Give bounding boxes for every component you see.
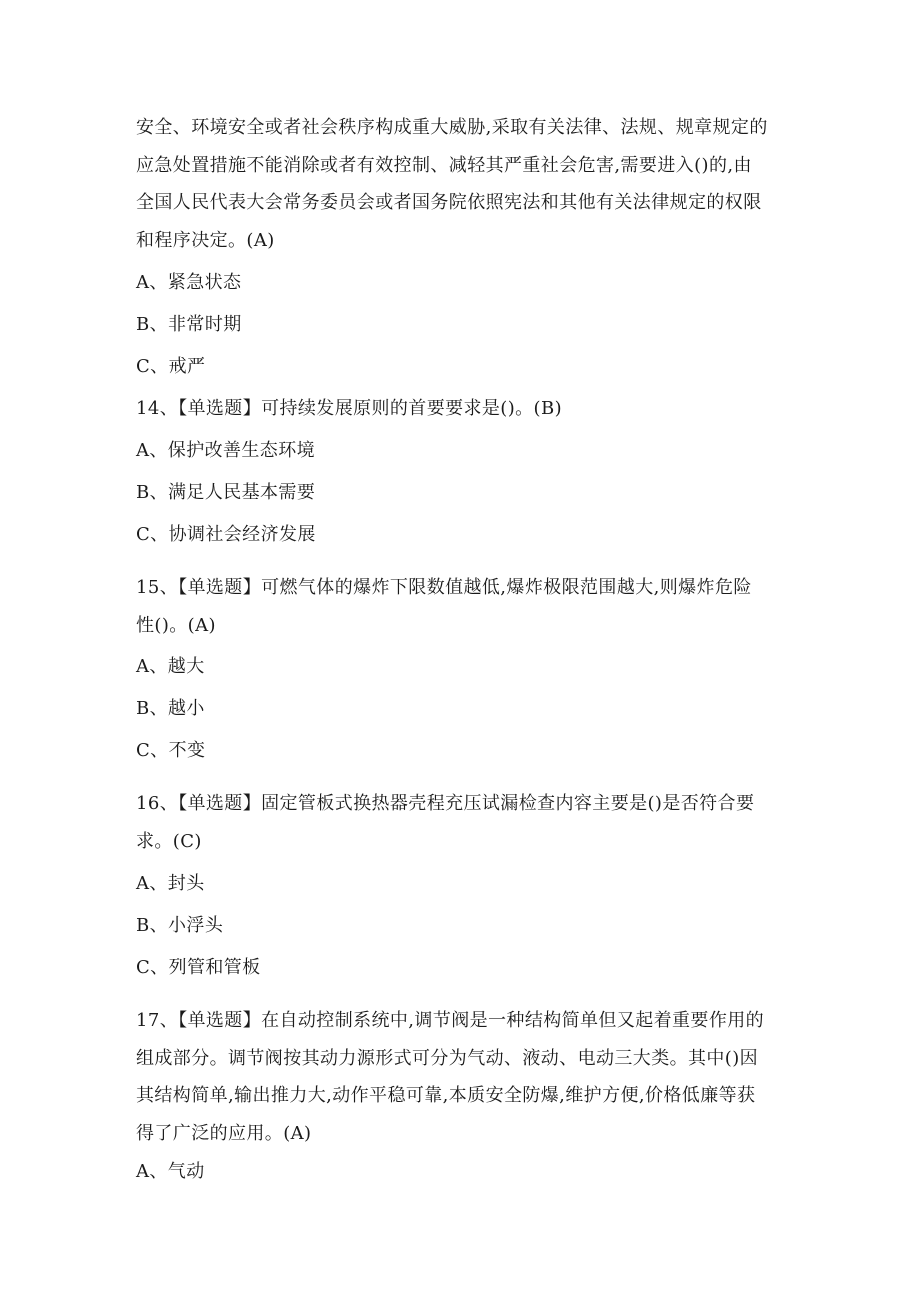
question-17-text-line-4: 得了广泛的应用。(A) <box>136 1123 312 1144</box>
question-16-text-line-2: 求。(C) <box>136 831 202 852</box>
question-14-option-a: A、保护改善生态环境 <box>136 440 315 461</box>
question-14-option-b: B、满足人民基本需要 <box>136 482 316 503</box>
question-17-text-line-1: 17、【单选题】在自动控制系统中,调节阀是一种结构简单但又起着重要作用的 <box>136 1010 765 1031</box>
question-16-option-a: A、封头 <box>136 873 205 894</box>
question-16-text-line-1: 16、【单选题】固定管板式换热器壳程充压试漏检查内容主要是()是否符合要 <box>136 793 755 814</box>
question-17-option-a: A、气动 <box>136 1161 205 1182</box>
question-13-text-line-2: 应急处置措施不能消除或者有效控制、减轻其严重社会危害,需要进入()的,由 <box>136 155 752 176</box>
question-15-text-line-1: 15、【单选题】可燃气体的爆炸下限数值越低,爆炸极限范围越大,则爆炸危险 <box>136 577 752 598</box>
question-13-option-a: A、紧急状态 <box>136 272 242 293</box>
question-16-option-c: C、列管和管板 <box>136 957 261 978</box>
question-15-option-a: A、越大 <box>136 656 205 677</box>
question-13-option-c: C、戒严 <box>136 356 206 377</box>
question-17-text-line-2: 组成部分。调节阀按其动力源形式可分为气动、液动、电动三大类。其中()因 <box>136 1048 759 1069</box>
question-14-option-c: C、协调社会经济发展 <box>136 524 316 545</box>
question-14-text-line-1: 14、【单选题】可持续发展原则的首要要求是()。(B) <box>136 398 563 419</box>
question-15-option-b: B、越小 <box>136 698 205 719</box>
question-13-text-line-3: 全国人民代表大会常务委员会或者国务院依照宪法和其他有关法律规定的权限 <box>136 192 762 213</box>
question-17-text-line-3: 其结构简单,输出推力大,动作平稳可靠,本质安全防爆,维护方便,价格低廉等获 <box>136 1085 756 1106</box>
question-15-option-c: C、不变 <box>136 740 206 761</box>
question-16-option-b: B、小浮头 <box>136 915 224 936</box>
question-13-option-b: B、非常时期 <box>136 314 242 335</box>
question-13-text-line-1: 安全、环境安全或者社会秩序构成重大威胁,采取有关法律、法规、规章规定的 <box>136 117 768 138</box>
question-15-text-line-2: 性()。(A) <box>136 615 216 636</box>
question-13-text-line-4: 和程序决定。(A) <box>136 230 275 251</box>
